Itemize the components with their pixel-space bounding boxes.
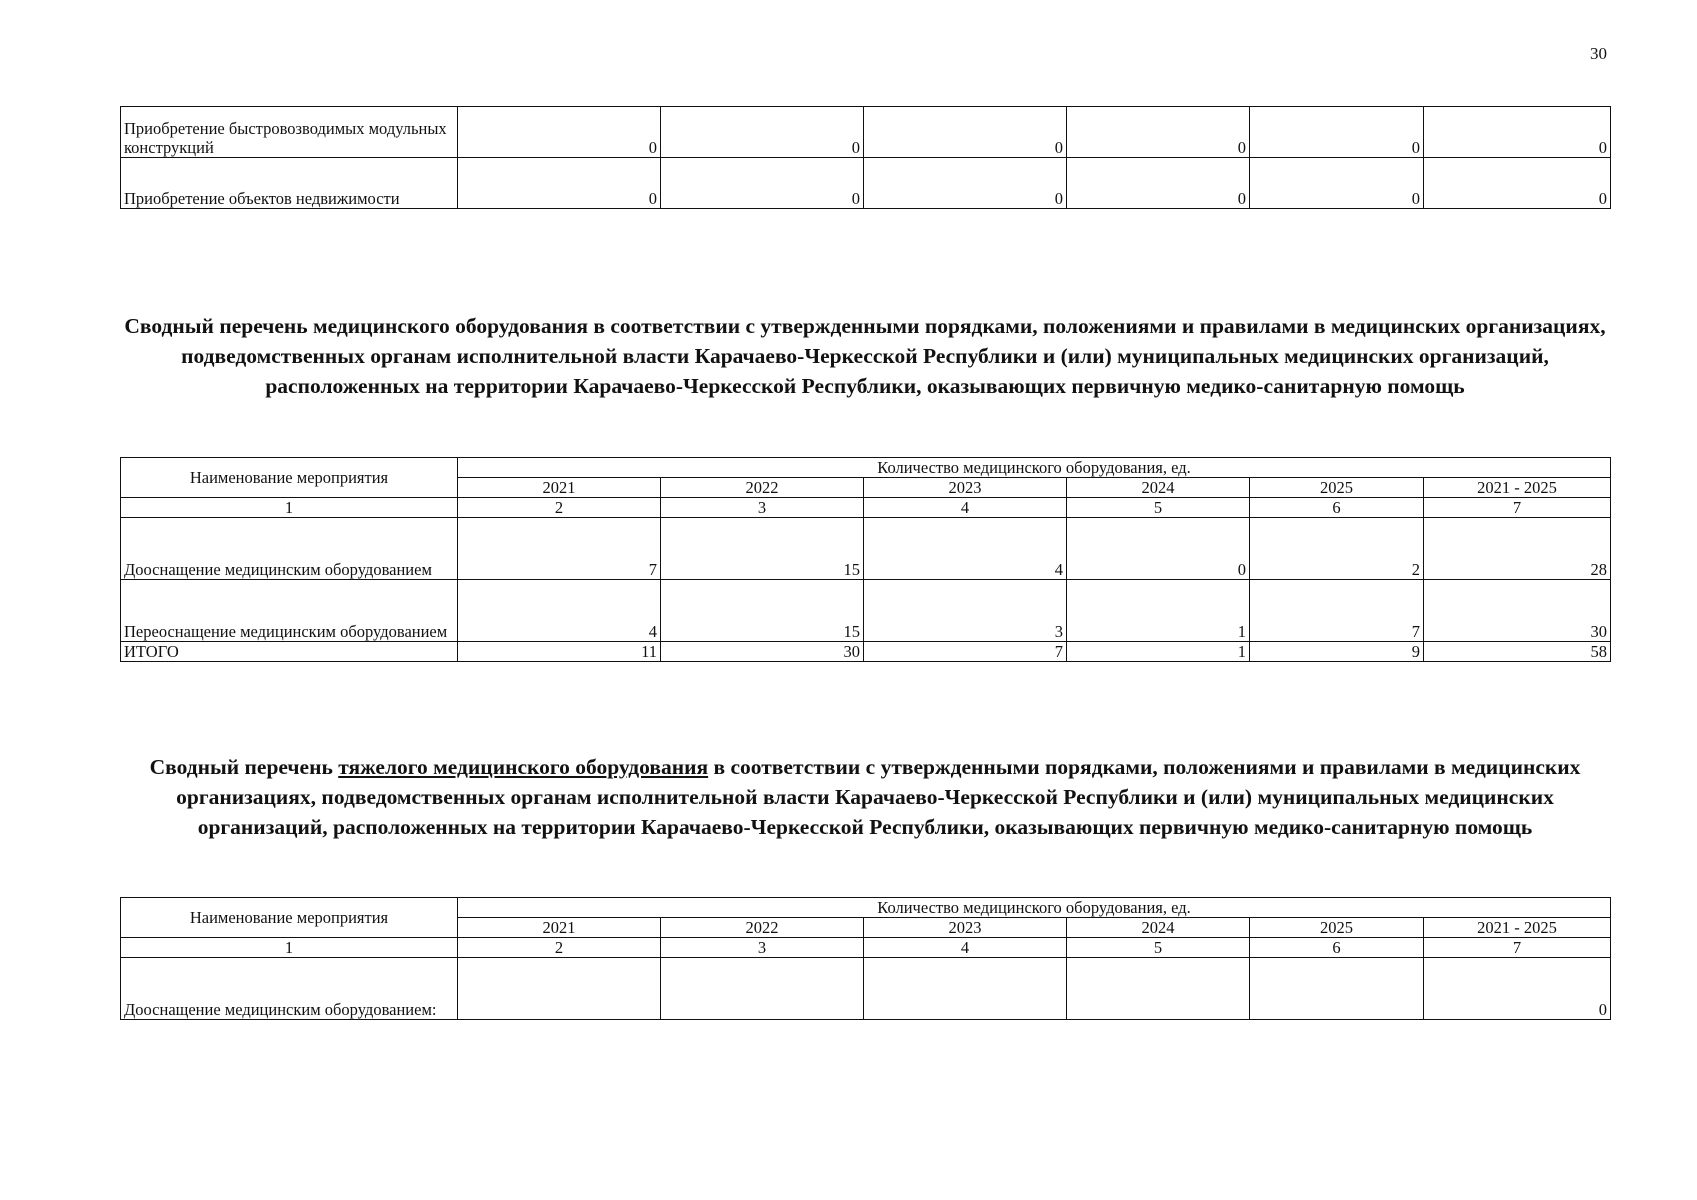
column-index: 4 bbox=[864, 938, 1067, 958]
column-header-total: 2021 - 2025 bbox=[1424, 478, 1611, 498]
cell-value: 7 bbox=[864, 642, 1067, 662]
column-header-group: Количество медицинского оборудования, ед. bbox=[458, 898, 1611, 918]
index-row bbox=[121, 498, 1611, 518]
title-prefix: Сводный перечень bbox=[149, 755, 339, 779]
cell-value: 0 bbox=[1250, 158, 1424, 209]
cell-value: 0 bbox=[661, 107, 864, 158]
cell-value: 28 bbox=[1424, 518, 1611, 580]
column-header-year: 2022 bbox=[661, 478, 864, 498]
column-index: 1 bbox=[121, 938, 458, 958]
column-index: 1 bbox=[121, 498, 458, 518]
row-name: Дооснащение медицинским оборудованием: bbox=[121, 958, 458, 1020]
column-header-year: 2024 bbox=[1067, 918, 1250, 938]
column-index: 7 bbox=[1424, 498, 1611, 518]
column-index: 2 bbox=[458, 938, 661, 958]
title-suffix: в соответствии с утвержденными порядками, положениями и правилами в медицинских организациях, подведомственных органам исполнительной власти Карачаево-Черкесской Республики и (или) муниципальных медицинских организаций, расположенных на территории Карачаево-Черкесской Республики, оказывающих первичную медико-санитарную помощь bbox=[176, 755, 1581, 839]
cell-value: 1 bbox=[1067, 580, 1250, 642]
row-name: Дооснащение медицинским оборудованием bbox=[121, 518, 458, 580]
column-header-year: 2025 bbox=[1250, 478, 1424, 498]
column-index: 3 bbox=[661, 938, 864, 958]
cell-value: 9 bbox=[1250, 642, 1424, 662]
cell-value: 0 bbox=[458, 158, 661, 209]
cell-value: 0 bbox=[864, 107, 1067, 158]
column-header-year: 2025 bbox=[1250, 918, 1424, 938]
cell-value: 0 bbox=[1067, 158, 1250, 209]
cell-value bbox=[864, 958, 1067, 1020]
column-header-group: Количество медицинского оборудования, ед. bbox=[458, 458, 1611, 478]
cell-value bbox=[1250, 958, 1424, 1020]
cell-value: 7 bbox=[1250, 580, 1424, 642]
table-row bbox=[121, 958, 1611, 1020]
cell-value: 0 bbox=[864, 158, 1067, 209]
table-row bbox=[121, 518, 1611, 580]
cell-value: 3 bbox=[864, 580, 1067, 642]
column-index: 3 bbox=[661, 498, 864, 518]
index-row bbox=[121, 938, 1611, 958]
cell-value: 7 bbox=[458, 518, 661, 580]
cell-value bbox=[1067, 958, 1250, 1020]
column-header-name: Наименование мероприятия bbox=[121, 898, 458, 938]
header-row bbox=[121, 458, 1611, 478]
column-header-total: 2021 - 2025 bbox=[1424, 918, 1611, 938]
cell-value: 0 bbox=[1067, 518, 1250, 580]
heavy-equipment-table bbox=[120, 897, 1611, 1020]
column-index: 6 bbox=[1250, 498, 1424, 518]
column-header-year: 2021 bbox=[458, 478, 661, 498]
cell-value bbox=[661, 958, 864, 1020]
section-title-equipment: Сводный перечень медицинского оборудования в соответствии с утвержденными порядками, положениями и правилами в медицинских организациях, подведомственных органам исполнительной власти Карачаево-Черкесской Республики и (или) муниципальных медицинских организаций, расположенных на территории Карачаево-Черкесской Республики, оказывающих первичную медико-санитарную помощь bbox=[124, 314, 1606, 398]
cell-value: 58 bbox=[1424, 642, 1611, 662]
total-row bbox=[121, 642, 1611, 662]
table-row bbox=[121, 580, 1611, 642]
continuation-table bbox=[120, 106, 1611, 209]
row-name: Приобретение объектов недвижимости bbox=[121, 158, 458, 209]
cell-value: 4 bbox=[458, 580, 661, 642]
cell-value: 30 bbox=[1424, 580, 1611, 642]
cell-value: 2 bbox=[1250, 518, 1424, 580]
cell-value: 1 bbox=[1067, 642, 1250, 662]
column-index: 4 bbox=[864, 498, 1067, 518]
column-index: 2 bbox=[458, 498, 661, 518]
cell-value: 0 bbox=[1250, 107, 1424, 158]
table-row bbox=[121, 107, 1611, 158]
column-index: 5 bbox=[1067, 938, 1250, 958]
cell-value: 30 bbox=[661, 642, 864, 662]
cell-value bbox=[458, 958, 661, 1020]
column-header-year: 2024 bbox=[1067, 478, 1250, 498]
page-number: 30 bbox=[1590, 44, 1607, 63]
column-header-year: 2021 bbox=[458, 918, 661, 938]
cell-value: 0 bbox=[1424, 158, 1611, 209]
row-name: Приобретение быстровозводимых модульных конструкций bbox=[121, 107, 458, 158]
cell-value: 4 bbox=[864, 518, 1067, 580]
cell-value: 11 bbox=[458, 642, 661, 662]
cell-value: 15 bbox=[661, 580, 864, 642]
row-name: ИТОГО bbox=[121, 642, 458, 662]
cell-value: 0 bbox=[1424, 958, 1611, 1020]
cell-value: 0 bbox=[661, 158, 864, 209]
column-index: 7 bbox=[1424, 938, 1611, 958]
title-underlined: тяжелого медицинского оборудования bbox=[338, 755, 709, 779]
equipment-table bbox=[120, 457, 1611, 662]
column-index: 5 bbox=[1067, 498, 1250, 518]
header-row bbox=[121, 898, 1611, 918]
column-header-year: 2023 bbox=[864, 478, 1067, 498]
cell-value: 0 bbox=[458, 107, 661, 158]
cell-value: 0 bbox=[1067, 107, 1250, 158]
cell-value: 0 bbox=[1424, 107, 1611, 158]
row-name: Переоснащение медицинским оборудованием bbox=[121, 580, 458, 642]
column-header-year: 2022 bbox=[661, 918, 864, 938]
cell-value: 15 bbox=[661, 518, 864, 580]
column-index: 6 bbox=[1250, 938, 1424, 958]
table-row bbox=[121, 158, 1611, 209]
section-title-heavy-equipment bbox=[120, 752, 1610, 842]
column-header-year: 2023 bbox=[864, 918, 1067, 938]
column-header-name: Наименование мероприятия bbox=[121, 458, 458, 498]
